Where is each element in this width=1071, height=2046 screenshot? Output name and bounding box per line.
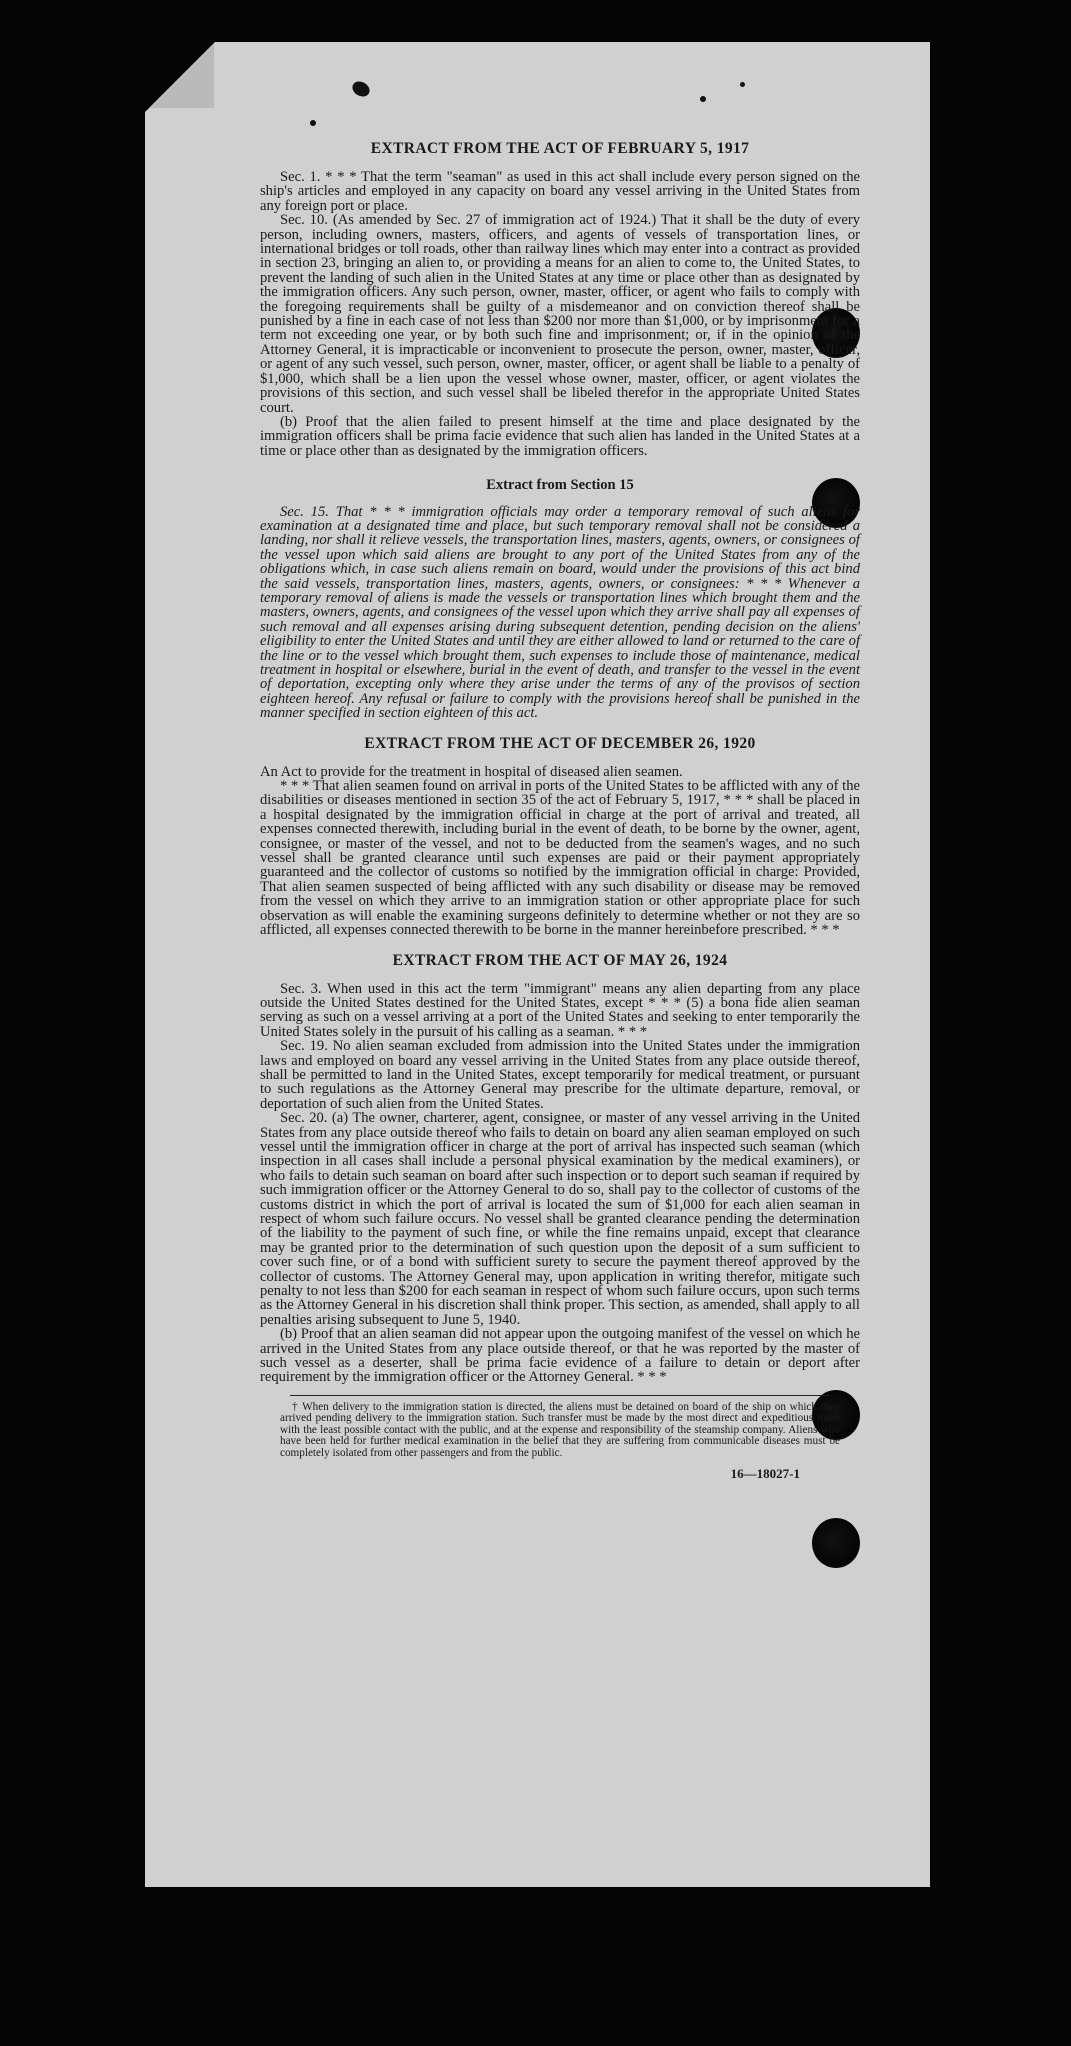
- punch-hole: [812, 1518, 860, 1568]
- ink-speck: [700, 96, 706, 102]
- paragraph-1920-intro: An Act to provide for the treatment in hospital of diseased alien seamen.: [260, 763, 683, 780]
- ink-speck: [740, 82, 745, 87]
- paragraph-sec15: Sec. 15. That * * * immigration officials may order a temporary removal of such aliens for examination at a designated time and place, but such temporary removal shall not be considered a landing, nor shall it relieve vessels, the transportation lines, masters, agents, owners, or consignees of the vessel upon which said aliens are brought to any port of the United States from any of the obligations which, in case such aliens remain on board, would under the provisions of this act bind the said vessels, transportation lines, masters, agents, owners, or consignees: * * * Whenever a temporary removal of aliens is made the vessels or transportation lines which brought them and the masters, owners, agents, and consignees of the vessel upon which they arrive shall pay all expenses of such removal and all expenses arising during subsequent detention, pending decision on the aliens' eligibility to enter the United States and until they are either allowed to land or returned to the care of the line or to the vessel which brought them, such expenses to include those of maintenance, medical treatment in hospital or elsewhere, burial in the event of death, and transfer to the vessel in the event of deportation, excepting only where they arise under the terms of any of the provisos of section eighteen hereof. Any refusal or failure to comply with the provisions hereof shall be punished in the manner specified in section eighteen of this act.: [260, 503, 860, 722]
- document-text: [260, 140, 860, 1481]
- paragraph-1920-body: * * * That alien seamen found on arrival in ports of the United States to be afflicted with any of the disabilities or diseases mentioned in section 35 of the act of February 5, 1917, * * * shall be placed in a hospital designated by the immigration official in charge at the port of arrival and treated, all expenses connected therewith, including burial in the event of death, to be borne by the owner, agent, consignee, or master of the vessel, and not to be deducted from the seamen's wages, and no such vessel shall be granted clearance until such expenses are paid or their payment appropriately guaranteed and the collector of customs so notified by the immigration official in charge: Provided, That alien seamen suspected of being afflicted with any such disability or disease may be removed from the vessel on which they arrive to an immigration station or other appropriate place for such observation as will enable the examining surgeons definitely to determine whether or not they are so afflicted, all expenses connected therewith to be borne in the manner hereinbefore prescribed. * * *: [260, 778, 860, 939]
- paragraph-sec10b: (b) Proof that the alien failed to present himself at the time and place designated by the immigration officers shall be prima facie evidence that such alien has landed in the United States at a time or place other than as designated by the immigration officers.: [260, 413, 860, 459]
- footnote: † When delivery to the immigration station is directed, the aliens must be detained on board of the ship on which they arrived pending delivery to the immigration station. Such transfer must be made by the most direct and expeditious route with the least possible contact with the public, and at the expense and responsibility of the steamship company. Aliens who have been held for further medical examination in the belief that they are suffering from communicable diseases must be completely isolated from other passengers and from the public.: [280, 1400, 840, 1459]
- paragraph-sec20a: Sec. 20. (a) The owner, charterer, agent, consignee, or master of any vessel arriving in the United States from any place outside thereof who fails to detain on board any alien seaman employed on such vessel until the immigration officer in charge at the port of arrival has inspected such seaman (which inspection in all cases shall include a personal physical examination by the medical examiners), or who fails to detain such seaman on board after such inspection or to deport such seaman if required by such immigration officer or the Attorney General to do so, shall pay to the collector of customs of the customs district in which the port of arrival is located the sum of $1,000 for each alien seaman in respect of whom such failure occurs. No vessel shall be granted clearance pending the determination of the liability to the payment of such fine, or while the fine remains unpaid, except that clearance may be granted prior to the determination of such question upon the deposit of a sum sufficient to cover such fine, or of a bond with sufficient surety to secure the payment thereof approved by the collector of customs. The Attorney General may, upon application in writing therefor, mitigate such penalty to not less than $200 for each seaman in respect of whom such failure occurs, upon such terms as the Attorney General in his discretion shall think proper. This section, as amended, shall apply to all penalties arising subsequent to June 5, 1940.: [260, 1110, 860, 1328]
- paragraph-sec19: Sec. 19. No alien seaman excluded from admission into the United States under the immigration laws and employed on board any vessel arriving in the United States from any place outside thereof, shall be permitted to land in the United States, except temporarily for medical treatment, or pursuant to such regulations as the Attorney General may prescribe for the ultimate departure, removal, or deportation of such alien from the United States.: [260, 1038, 860, 1112]
- ink-speck: [310, 120, 316, 126]
- heading-act-1920: EXTRACT FROM THE ACT OF DECEMBER 26, 1920: [364, 734, 756, 752]
- footnote-rule: [290, 1395, 830, 1396]
- heading-act-1917: EXTRACT FROM THE ACT OF FEBRUARY 5, 1917: [370, 140, 750, 157]
- document-number: 16—18027-1: [730, 1465, 800, 1481]
- paragraph-sec20b: (b) Proof that an alien seaman did not appear upon the outgoing manifest of the vessel on which he arrived in the United States from any place outside thereof, or that he was reported by the master of such vessel as a deserter, shall be prima facie evidence of a failure to detain or deport after requirement by the immigration officer or the Attorney General. * * *: [260, 1326, 860, 1386]
- heading-section-15: Extract from Section 15: [486, 477, 634, 494]
- folded-corner-flap: [150, 44, 214, 108]
- heading-act-1924: EXTRACT FROM THE ACT OF MAY 26, 1924: [392, 951, 728, 969]
- paragraph-sec3: Sec. 3. When used in this act the term "immigrant" means any alien departing from any place outside the United States destined for the United States, except * * * (5) a bona fide alien seaman serving as such on a vessel arriving at a port of the United States and seeking to enter temporarily the United States solely in the pursuit of his calling as a seaman. * * *: [260, 980, 860, 1040]
- paragraph-sec1: Sec. 1. * * * That the term "seaman" as used in this act shall include every person signed on the ship's articles and employed in any capacity on board any vessel arriving in the United States from any foreign port or place.: [260, 169, 860, 214]
- paragraph-sec10: Sec. 10. (As amended by Sec. 27 of immigration act of 1924.) That it shall be the duty of every person, including owners, masters, officers, and agents of vessels of transportation lines, or international bridges or toll roads, other than railway lines which may enter into a contract as provided in section 23, bringing an alien to, or providing a means for an alien to come to, the United States, to prevent the landing of such alien in the United States at any time or place other than as designated by the immigration officers. Any such person, owner, master, officer, or agent who fails to comply with the foregoing requirements shall be guilty of a misdemeanor and on conviction thereof shall be punished by a fine in each case of not less than $200 nor more than $1,000, or by imprisonment for a term not exceeding one year, or by both such fine and imprisonment; or, if in the opinion of the Attorney General, it is impracticable or inconvenient to prosecute the person, owner, master, officer, or agent of any such vessel, such person, owner, master, officer, or agent shall be liable to a penalty of $1,000, which shall be a lien upon the vessel whose owner, master, officer, or agent violates the provisions of this section, and such vessel shall be libeled therefor in the appropriate United States court.: [260, 212, 860, 416]
